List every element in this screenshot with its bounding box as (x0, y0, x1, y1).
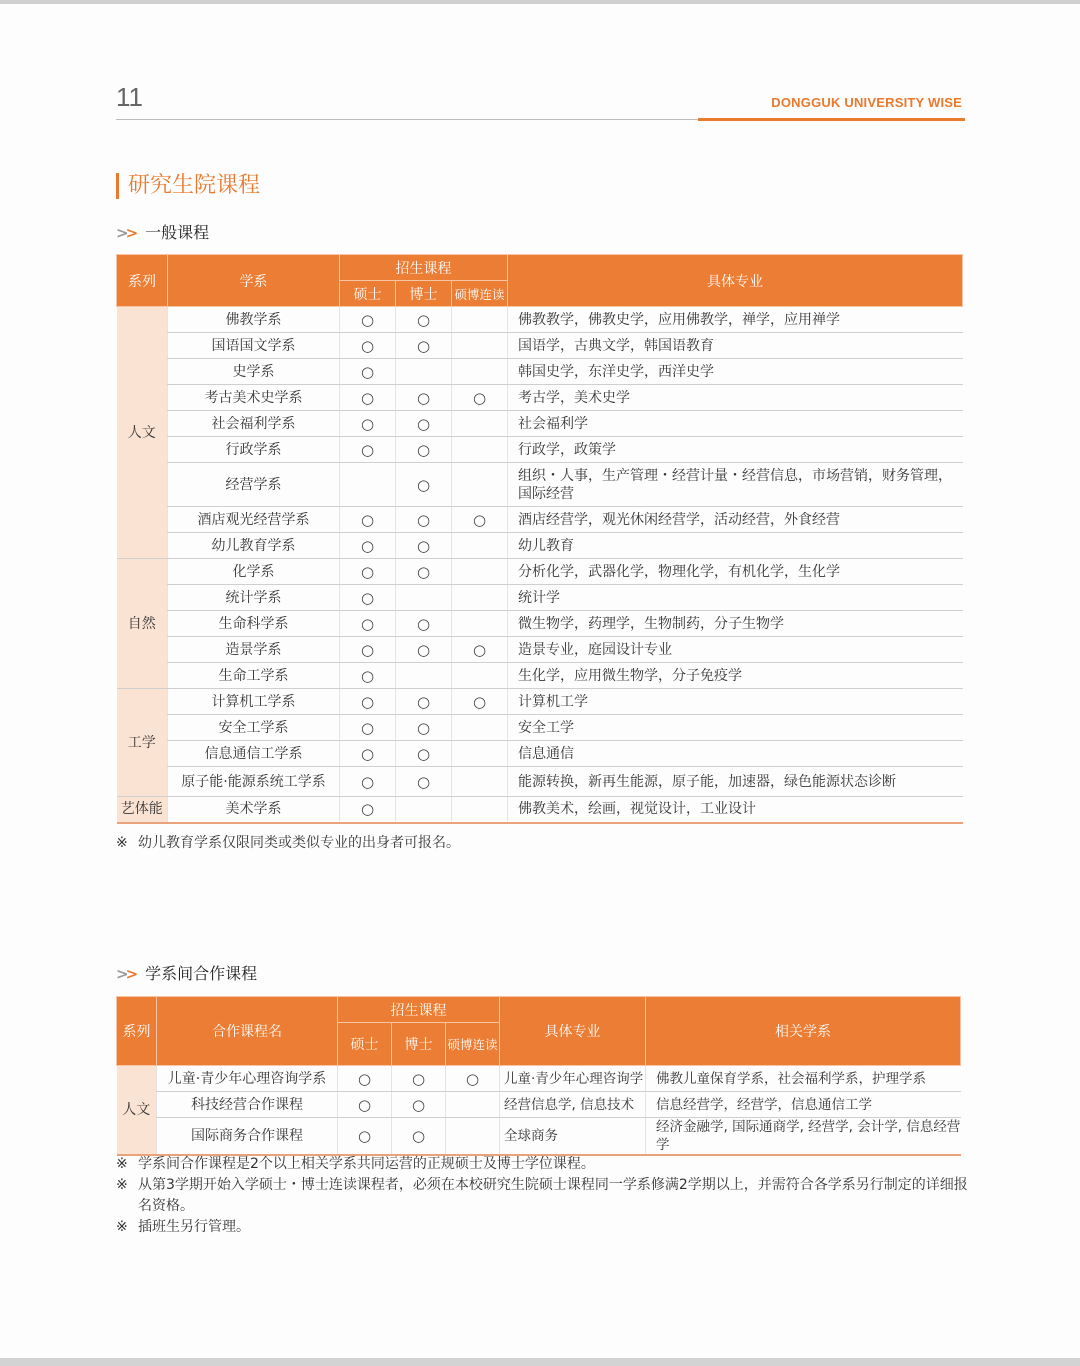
bottom-border (0, 1358, 1080, 1366)
master-mark: ○ (340, 507, 396, 533)
combined-mark (452, 411, 508, 437)
table-row (117, 663, 963, 689)
brand-header: DONGGUK UNIVERSITY WISE (771, 95, 962, 110)
combined-mark (452, 663, 508, 689)
majors-cell: 佛教教学，佛教史学，应用佛教学，禅学，应用禅学 (508, 307, 963, 333)
table-row (117, 411, 963, 437)
master-mark: ○ (340, 611, 396, 637)
section-title: 研究生院课程 (116, 173, 260, 199)
header-series: 系列 (117, 255, 168, 307)
dept-cell: 生命工学系 (168, 663, 340, 689)
dept-cell: 原子能·能源系统工学系 (168, 767, 340, 797)
note-line (116, 1175, 976, 1217)
dept-cell: 行政学系 (168, 437, 340, 463)
combined-mark: ○ (446, 1066, 500, 1092)
header-master: 硕士 (338, 1023, 392, 1066)
doctor-mark: ○ (396, 437, 452, 463)
master-mark: ○ (340, 767, 396, 797)
majors-cell: 信息通信 (508, 741, 963, 767)
table-row (117, 741, 963, 767)
doctor-mark: ○ (396, 307, 452, 333)
doctor-mark: ○ (392, 1092, 446, 1118)
header-related: 相关学系 (646, 997, 961, 1066)
table-row (117, 767, 963, 797)
joint-course-table (116, 996, 961, 1156)
combined-mark (452, 533, 508, 559)
joint-notes (116, 1154, 976, 1238)
note-text: 学系间合作课程是2个以上相关学系共同运营的正规硕士及博士学位课程。 (138, 1156, 595, 1172)
majors-cell: 行政学，政策学 (508, 437, 963, 463)
joint-table-body (117, 1066, 961, 1156)
master-mark: ○ (340, 333, 396, 359)
combined-mark (452, 741, 508, 767)
header-dept: 学系 (168, 255, 340, 307)
majors-cell: 社会福利学 (508, 411, 963, 437)
general-note (116, 833, 460, 854)
dept-cell: 美术学系 (168, 797, 340, 823)
majors-cell: 组织・人事，生产管理・经营计量・经营信息，市场营销，财务管理，国际经营 (508, 463, 963, 507)
master-mark: ○ (338, 1092, 392, 1118)
note-line (116, 1217, 976, 1238)
combined-mark (452, 559, 508, 585)
master-mark: ○ (340, 411, 396, 437)
majors-cell: 儿童·青少年心理咨询学 (500, 1066, 646, 1092)
master-mark: ○ (340, 359, 396, 385)
note-mark: ※ (116, 1219, 128, 1235)
related-dept-cell: 信息经营学，经营学，信息通信工学 (646, 1092, 961, 1118)
majors-cell: 韩国史学，东洋史学，西洋史学 (508, 359, 963, 385)
table-row (117, 637, 963, 663)
majors-cell: 国语学，古典文学，韩国语教育 (508, 333, 963, 359)
note-text: 从第3学期开始入学硕士・博士连读课程者，必须在本校研究生院硕士课程同一学系修满2学期以上，并需符合各学系另行制定的详细报名资格。 (138, 1177, 968, 1214)
majors-cell: 酒店经营学，观光休闲经营学，活动经营，外食经营 (508, 507, 963, 533)
table-row (117, 463, 963, 507)
majors-cell: 安全工学 (508, 715, 963, 741)
series-cell: 艺体能 (117, 797, 168, 823)
note-mark: ※ (116, 835, 128, 851)
doctor-mark: ○ (396, 385, 452, 411)
master-mark: ○ (340, 637, 396, 663)
combined-mark (452, 715, 508, 741)
combined-mark: ○ (452, 385, 508, 411)
master-mark: ○ (340, 307, 396, 333)
table-row (117, 715, 963, 741)
combined-mark (452, 437, 508, 463)
doctor-mark: ○ (396, 767, 452, 797)
doctor-mark: ○ (396, 411, 452, 437)
dept-cell: 安全工学系 (168, 715, 340, 741)
general-table-body (117, 307, 963, 823)
master-mark: ○ (340, 533, 396, 559)
doctor-mark: ○ (396, 689, 452, 715)
header-doctor: 博士 (392, 1023, 446, 1066)
dept-cell: 计算机工学系 (168, 689, 340, 715)
doctor-mark: ○ (396, 533, 452, 559)
combined-mark (446, 1092, 500, 1118)
combined-mark (452, 767, 508, 797)
dept-cell: 造景学系 (168, 637, 340, 663)
doctor-mark: ○ (396, 463, 452, 507)
general-note-text: 幼儿教育学系仅限同类或类似专业的出身者可报名。 (138, 835, 460, 851)
table-row (117, 359, 963, 385)
page-number: 11 (116, 82, 143, 112)
table-row (117, 533, 963, 559)
master-mark: ○ (338, 1066, 392, 1092)
majors-cell: 幼儿教育 (508, 533, 963, 559)
header-series: 系列 (117, 997, 157, 1066)
header-majors: 具体专业 (500, 997, 646, 1066)
doctor-mark: ○ (396, 611, 452, 637)
combined-mark (452, 359, 508, 385)
master-mark: ○ (338, 1118, 392, 1156)
combined-mark (452, 797, 508, 823)
doctor-mark (396, 359, 452, 385)
dept-cell: 酒店观光经营学系 (168, 507, 340, 533)
related-dept-cell: 经济金融学, 国际通商学, 经营学, 会计学, 信息经营学 (646, 1118, 961, 1156)
table-row (117, 1066, 961, 1092)
header-rule (116, 119, 698, 120)
master-mark (340, 463, 396, 507)
dept-cell: 信息通信工学系 (168, 741, 340, 767)
doctor-mark (396, 797, 452, 823)
header-doctor: 博士 (396, 281, 452, 307)
doctor-mark: ○ (396, 715, 452, 741)
majors-cell: 全球商务 (500, 1118, 646, 1156)
course-cell: 儿童·青少年心理咨询学系 (157, 1066, 338, 1092)
master-mark: ○ (340, 715, 396, 741)
master-mark: ○ (340, 689, 396, 715)
combined-mark (452, 611, 508, 637)
table-row (117, 559, 963, 585)
combined-mark: ○ (452, 507, 508, 533)
majors-cell: 计算机工学 (508, 689, 963, 715)
table-row (117, 1092, 961, 1118)
double-chevron-icon: >> (116, 965, 136, 983)
master-mark: ○ (340, 797, 396, 823)
majors-cell: 生化学，应用微生物学，分子免疫学 (508, 663, 963, 689)
doctor-mark: ○ (392, 1066, 446, 1092)
header-combined: 硕博连读 (452, 281, 508, 307)
series-cell: 工学 (117, 689, 168, 797)
dept-cell: 佛教学系 (168, 307, 340, 333)
table-row (117, 611, 963, 637)
dept-cell: 统计学系 (168, 585, 340, 611)
table-row (117, 437, 963, 463)
master-mark: ○ (340, 741, 396, 767)
majors-cell: 微生物学，药理学，生物制药，分子生物学 (508, 611, 963, 637)
dept-cell: 化学系 (168, 559, 340, 585)
note-text: 插班生另行管理。 (138, 1219, 250, 1235)
top-border (0, 0, 1080, 4)
note-mark: ※ (116, 1177, 128, 1193)
series-cell: 人文 (117, 1066, 157, 1156)
doctor-mark: ○ (396, 637, 452, 663)
header-majors: 具体专业 (508, 255, 963, 307)
master-mark: ○ (340, 559, 396, 585)
dept-cell: 经营学系 (168, 463, 340, 507)
doctor-mark: ○ (392, 1118, 446, 1156)
table-row (117, 1118, 961, 1156)
table-row (117, 585, 963, 611)
course-cell: 国际商务合作课程 (157, 1118, 338, 1156)
combined-mark: ○ (452, 637, 508, 663)
general-heading (116, 223, 209, 243)
header-recruit: 招生课程 (340, 255, 508, 281)
series-cell: 自然 (117, 559, 168, 689)
master-mark: ○ (340, 585, 396, 611)
combined-mark (452, 463, 508, 507)
general-course-table (116, 254, 963, 824)
majors-cell: 佛教美术，绘画，视觉设计，工业设计 (508, 797, 963, 823)
majors-cell: 造景专业，庭园设计专业 (508, 637, 963, 663)
header-combined: 硕博连读 (446, 1023, 500, 1066)
note-line (116, 1154, 976, 1175)
master-mark: ○ (340, 663, 396, 689)
doctor-mark: ○ (396, 333, 452, 359)
doctor-mark (396, 663, 452, 689)
course-cell: 科技经营合作课程 (157, 1092, 338, 1118)
combined-mark (452, 307, 508, 333)
table-row (117, 507, 963, 533)
combined-mark (446, 1118, 500, 1156)
doctor-mark: ○ (396, 559, 452, 585)
combined-mark: ○ (452, 689, 508, 715)
general-title: 一般课程 (145, 223, 210, 242)
table-row (117, 689, 963, 715)
header-master: 硕士 (340, 281, 396, 307)
doctor-mark: ○ (396, 507, 452, 533)
master-mark: ○ (340, 385, 396, 411)
combined-mark (452, 333, 508, 359)
dept-cell: 社会福利学系 (168, 411, 340, 437)
master-mark: ○ (340, 437, 396, 463)
majors-cell: 统计学 (508, 585, 963, 611)
doctor-mark: ○ (396, 741, 452, 767)
dept-cell: 考古美术史学系 (168, 385, 340, 411)
header-course: 合作课程名 (157, 997, 338, 1066)
table-row (117, 333, 963, 359)
joint-title: 学系间合作课程 (145, 964, 258, 983)
related-dept-cell: 佛教儿童保育学系，社会福利学系，护理学系 (646, 1066, 961, 1092)
header-recruit: 招生课程 (338, 997, 500, 1023)
table-row (117, 797, 963, 823)
dept-cell: 国语国文学系 (168, 333, 340, 359)
majors-cell: 分析化学，武器化学，物理化学，有机化学，生化学 (508, 559, 963, 585)
header-accent-rule (698, 118, 965, 121)
table-row (117, 307, 963, 333)
majors-cell: 考古学，美术史学 (508, 385, 963, 411)
note-mark: ※ (116, 1156, 128, 1172)
doctor-mark (396, 585, 452, 611)
dept-cell: 史学系 (168, 359, 340, 385)
series-cell: 人文 (117, 307, 168, 559)
majors-cell: 经营信息学, 信息技术 (500, 1092, 646, 1118)
combined-mark (452, 585, 508, 611)
majors-cell: 能源转换，新再生能源，原子能，加速器，绿色能源状态诊断 (508, 767, 963, 797)
double-chevron-icon: >> (116, 224, 136, 242)
joint-heading (116, 964, 257, 984)
table-row (117, 385, 963, 411)
dept-cell: 生命科学系 (168, 611, 340, 637)
dept-cell: 幼儿教育学系 (168, 533, 340, 559)
